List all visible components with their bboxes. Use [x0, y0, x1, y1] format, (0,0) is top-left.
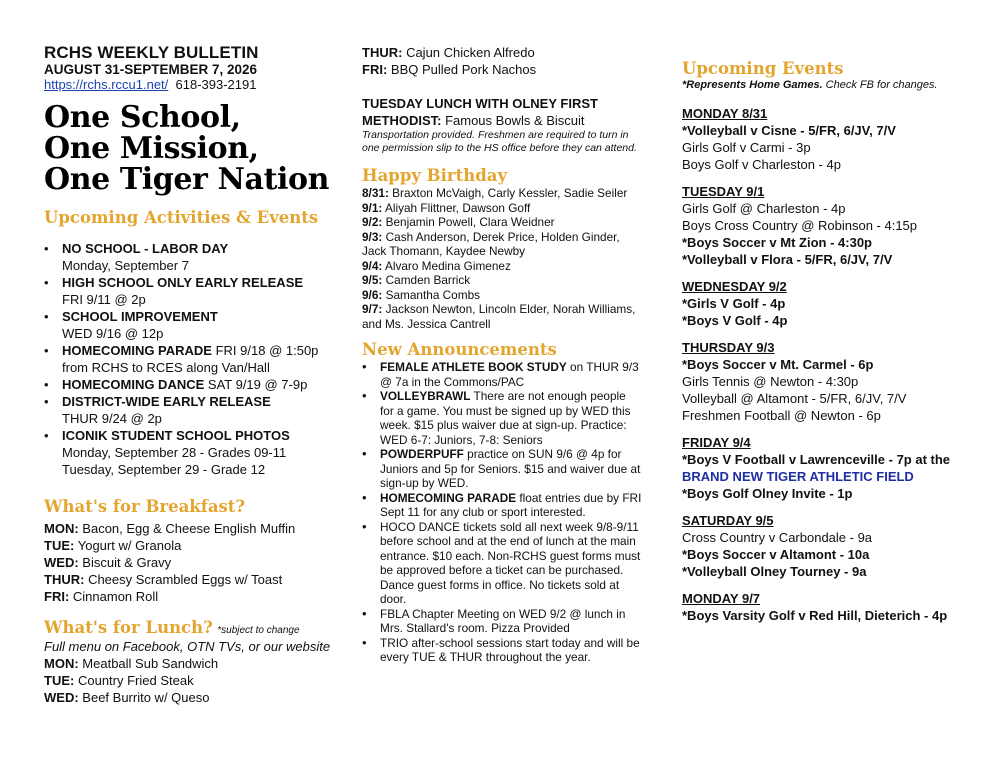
announcement-title: HOMECOMING PARADE [380, 490, 517, 505]
activity-title: NO SCHOOL - LABOR DAY [62, 241, 229, 256]
activity-title: DISTRICT-WIDE EARLY RELEASE [62, 394, 271, 409]
events-note-bold: *Represents Home Games. [682, 79, 823, 91]
lunch-item [362, 61, 642, 78]
event-day-heading: FRIDAY 9/4 [682, 435, 751, 450]
event-day-heading: THURSDAY 9/3 [682, 340, 775, 355]
birthday-item [362, 259, 642, 274]
event-item [682, 251, 972, 268]
event-day-heading: MONDAY 9/7 [682, 591, 761, 606]
lunch-day: TUE: [44, 673, 75, 688]
breakfast-day: THUR: [44, 572, 85, 587]
event-text: *Boys V Golf - 4p [682, 313, 788, 328]
event-text: *Volleyball Olney Tourney - 9a [682, 564, 867, 579]
lunch-day: MON: [44, 656, 79, 671]
event-text: *Boys Soccer v Altamont - 10a [682, 547, 870, 562]
activity-detail: SAT 9/19 @ 7-9p [204, 377, 308, 392]
event-day-heading: WEDNESDAY 9/2 [682, 279, 787, 294]
event-day [682, 590, 972, 624]
breakfast-item [44, 554, 344, 571]
event-day [682, 339, 972, 424]
announcement-detail: practice on SUN 9/6 @ 4p for Juniors and 5p for Seniors. $15 and waiver due at sign-up by WED. [380, 447, 641, 490]
breakfast-item [44, 520, 344, 537]
event-item [682, 156, 972, 173]
birthday-item [362, 201, 642, 216]
lunch-change-note: *subject to change [217, 625, 300, 636]
birthday-list [362, 186, 642, 331]
birthday-names: Alvaro Medina Gimenez [384, 258, 511, 273]
birthday-item [362, 215, 642, 230]
event-text: *Girls V Golf - 4p [682, 296, 786, 311]
left-column [44, 44, 344, 706]
events-list [682, 105, 972, 624]
bulletin-title: RCHS WEEKLY BULLETIN [44, 43, 259, 62]
activity-title: HOMECOMING DANCE [62, 377, 205, 392]
event-text: *Boys Varsity Golf v Red Hill, Dieterich - 4p [682, 608, 948, 623]
announcement-detail: float entries due by FRI Sept 11 for any club or sport interested. [380, 490, 642, 519]
birthday-names: Aliyah Flittner, Dawson Goff [384, 200, 531, 215]
birthday-date: 8/31: [362, 186, 389, 200]
event-text: *Boys Soccer v Mt Zion - 4:30p [682, 235, 872, 250]
activity-title: HIGH SCHOOL ONLY EARLY RELEASE [62, 275, 304, 290]
lunch-day: FRI: [362, 62, 388, 77]
event-item [682, 373, 972, 390]
activity-line: WED 9/16 @ 12p [62, 326, 164, 341]
event-item [682, 200, 972, 217]
announcement-title: FEMALE ATHLETE BOOK STUDY [380, 360, 567, 374]
events-note [682, 79, 972, 92]
birthday-names: Samantha Combs [385, 287, 481, 302]
breakfast-day: FRI: [44, 589, 70, 604]
event-venue: BRAND NEW TIGER ATHLETIC FIELD [682, 469, 914, 484]
birthday-item [362, 186, 642, 201]
breakfast-item [44, 537, 344, 554]
event-item [682, 451, 972, 485]
event-text: *Volleyball v Flora - 5/FR, 6/JV, 7/V [682, 252, 893, 267]
breakfast-day: TUE: [44, 538, 75, 553]
activity-line: THUR 9/24 @ 2p [62, 411, 162, 426]
lunch-item [44, 689, 344, 706]
event-text: Cross Country v Carbondale - 9a [682, 530, 873, 545]
birthday-item [362, 302, 642, 331]
lunch-item [44, 672, 344, 689]
announcement-detail: on THUR 9/3 @ 7a in the Commons/PAC [380, 360, 639, 389]
event-text: *Boys Golf Olney Invite - 1p [682, 486, 853, 501]
middle-column [362, 44, 642, 665]
event-day [682, 512, 972, 580]
breakfast-food: Bacon, Egg & Cheese English Muffin [82, 521, 296, 536]
contact-line [44, 77, 344, 92]
lunch-day: THUR: [362, 45, 403, 60]
event-item [682, 546, 972, 563]
event-day-heading: SATURDAY 9/5 [682, 513, 774, 528]
motto-line: One Tiger Nation [44, 162, 330, 197]
tuesday-lunch-title: TUESDAY LUNCH WITH OLNEY FIRST METHODIST: [362, 96, 598, 128]
birthday-heading: Happy Birthday [362, 166, 508, 185]
birthday-date: 9/2: [362, 215, 383, 229]
announcement-title: POWDERPUFF [380, 447, 464, 461]
announcements-list [362, 360, 642, 665]
announcement-detail: HOCO DANCE tickets sold all next week 9/8-9/11 before school and at the end of lunch at the main entrance. $10 each. Non-RCHS guest forms must be approved before a ticket can be purchased. Dance guest forms in office. No tickets sold at door. [380, 519, 641, 606]
event-text: *Boys V Football v Lawrenceville - 7p at the [682, 452, 951, 467]
birthday-names: Jackson Newton, Lincoln Elder, Norah Williams, and Ms. Jessica Cantrell [362, 302, 636, 331]
event-day [682, 105, 972, 173]
birthday-date: 9/3: [362, 229, 383, 244]
breakfast-food: Cinnamon Roll [72, 589, 159, 604]
lunch-item [362, 44, 642, 61]
birthday-item [362, 230, 642, 259]
lunch-item [44, 655, 344, 672]
birthday-names: Braxton McVaigh, Carly Kessler, Sadie Seiler [392, 186, 628, 200]
event-text: *Boys Soccer v Mt. Carmel - 6p [682, 357, 874, 372]
event-item [682, 607, 972, 624]
breakfast-food: Yogurt w/ Granola [77, 538, 182, 553]
activity-item [44, 393, 344, 427]
activities-heading: Upcoming Activities & Events [44, 208, 319, 227]
activity-item [44, 240, 344, 274]
right-column [682, 58, 972, 634]
tuesday-lunch-food: Famous Bowls & Biscuit [445, 113, 585, 128]
announcement-detail: TRIO after-school sessions start today and will be every TUE & THUR throughout the year. [380, 635, 640, 664]
event-item [682, 234, 972, 251]
birthday-date: 9/5: [362, 273, 383, 287]
announcement-item [362, 520, 642, 607]
tuesday-lunch-note: Transportation provided. Freshmen are required to turn in one permission slip to the HS office before they can attend. [362, 129, 637, 154]
activity-line: FRI 9/11 @ 2p [62, 292, 146, 307]
event-text: Girls Tennis @ Newton - 4:30p [682, 374, 859, 389]
announcement-item [362, 636, 642, 665]
event-item [682, 139, 972, 156]
breakfast-heading: What's for Breakfast? [44, 497, 246, 516]
activity-item [44, 427, 344, 478]
breakfast-item [44, 571, 344, 588]
activity-item [44, 376, 344, 393]
activity-item [44, 274, 344, 308]
event-item [682, 485, 972, 502]
breakfast-day: WED: [44, 555, 79, 570]
announcement-detail: There are not enough people for a game. You must be signed up by WED this week. $15 plus waiver due at sign-up. Practice: WED 6-7: Juniors, 7-8: Seniors [380, 389, 631, 447]
lunch-list-continued [362, 44, 642, 78]
announcement-item [362, 491, 642, 520]
event-text: Girls Golf v Carmi - 3p [682, 140, 811, 155]
event-day [682, 183, 972, 268]
announcement-detail: FBLA Chapter Meeting on WED 9/2 @ lunch in Mrs. Stallard's room. Pizza Provided [380, 606, 626, 635]
activity-item [44, 308, 344, 342]
announcement-item [362, 360, 642, 389]
breakfast-item [44, 588, 344, 605]
announcement-item [362, 389, 642, 447]
lunch-heading: What's for Lunch? [44, 618, 213, 637]
breakfast-food: Biscuit & Gravy [82, 555, 172, 570]
announcement-title: VOLLEYBRAWL [380, 389, 471, 403]
lunch-food: Beef Burrito w/ Queso [82, 690, 210, 705]
activities-list [44, 240, 344, 478]
lunch-food: BBQ Pulled Pork Nachos [390, 62, 537, 77]
lunch-day: WED: [44, 690, 79, 705]
event-text: Boys Cross Country @ Robinson - 4:15p [682, 218, 918, 233]
event-item [682, 529, 972, 546]
event-text: Boys Golf v Charleston - 4p [682, 157, 841, 172]
activity-line: Monday, September 28 - Grades 09-11 [62, 445, 287, 460]
birthday-names: Camden Barrick [385, 273, 471, 287]
birthday-date: 9/6: [362, 287, 383, 302]
activity-title: HOMECOMING PARADE [62, 343, 212, 358]
lunch-menu-note: Full menu on Facebook, OTN TVs, or our website [44, 639, 331, 654]
tuesday-lunch [362, 95, 642, 129]
breakfast-list [44, 520, 344, 605]
event-day [682, 278, 972, 329]
event-item [682, 217, 972, 234]
birthday-item [362, 288, 642, 303]
phone-number: 618-393-2191 [175, 77, 257, 92]
motto-line: One Mission, [44, 131, 259, 166]
event-text: Girls Golf @ Charleston - 4p [682, 201, 846, 216]
event-day [682, 434, 972, 502]
event-text: *Volleyball v Cisne - 5/FR, 6/JV, 7/V [682, 123, 896, 138]
event-item [682, 295, 972, 312]
birthday-date: 9/1: [362, 200, 383, 215]
activity-item [44, 342, 344, 376]
event-day-heading: MONDAY 8/31 [682, 106, 768, 121]
activity-title: SCHOOL IMPROVEMENT [62, 309, 218, 324]
announcements-heading: New Announcements [362, 340, 557, 359]
school-motto [44, 102, 344, 195]
birthday-names: Cash Anderson, Derek Price, Holden Ginder, Jack Thomann, Kaydee Newby [362, 229, 620, 258]
activity-line: Tuesday, September 29 - Grade 12 [62, 462, 266, 477]
activity-line: Monday, September 7 [62, 258, 189, 273]
events-note-rest: Check FB for changes. [822, 79, 938, 91]
lunch-food: Cajun Chicken Alfredo [406, 45, 535, 60]
bulletin-dates: AUGUST 31-SEPTEMBER 7, 2026 [44, 62, 258, 77]
event-item [682, 563, 972, 580]
event-item [682, 407, 972, 424]
event-item [682, 390, 972, 407]
announcement-item [362, 607, 642, 636]
birthday-names: Benjamin Powell, Clara Weidner [385, 215, 555, 229]
breakfast-day: MON: [44, 521, 79, 536]
lunch-food: Meatball Sub Sandwich [82, 656, 219, 671]
event-day-heading: TUESDAY 9/1 [682, 184, 765, 199]
birthday-item [362, 273, 642, 288]
birthday-date: 9/4: [362, 258, 383, 273]
breakfast-food: Cheesy Scrambled Eggs w/ Toast [88, 572, 283, 587]
lunch-heading-row [44, 617, 344, 638]
activity-title: ICONIK STUDENT SCHOOL PHOTOS [62, 428, 290, 443]
birthday-date: 9/7: [362, 302, 383, 316]
event-item [682, 122, 972, 139]
event-text: Freshmen Football @ Newton - 6p [682, 408, 881, 423]
event-item [682, 312, 972, 329]
event-text: Volleyball @ Altamont - 5/FR, 6/JV, 7/V [682, 391, 907, 406]
lunch-list [44, 655, 344, 706]
lunch-food: Country Fried Steak [77, 673, 194, 688]
activity-detail: FRI 9/18 @ 1:50p from RCHS to RCES along Van/Hall [62, 343, 319, 375]
event-item [682, 356, 972, 373]
motto-line: One School, [44, 100, 241, 135]
announcement-item [362, 447, 642, 491]
events-heading: Upcoming Events [682, 59, 844, 78]
website-link[interactable]: https://rchs.rccu1.net/ [44, 77, 169, 92]
